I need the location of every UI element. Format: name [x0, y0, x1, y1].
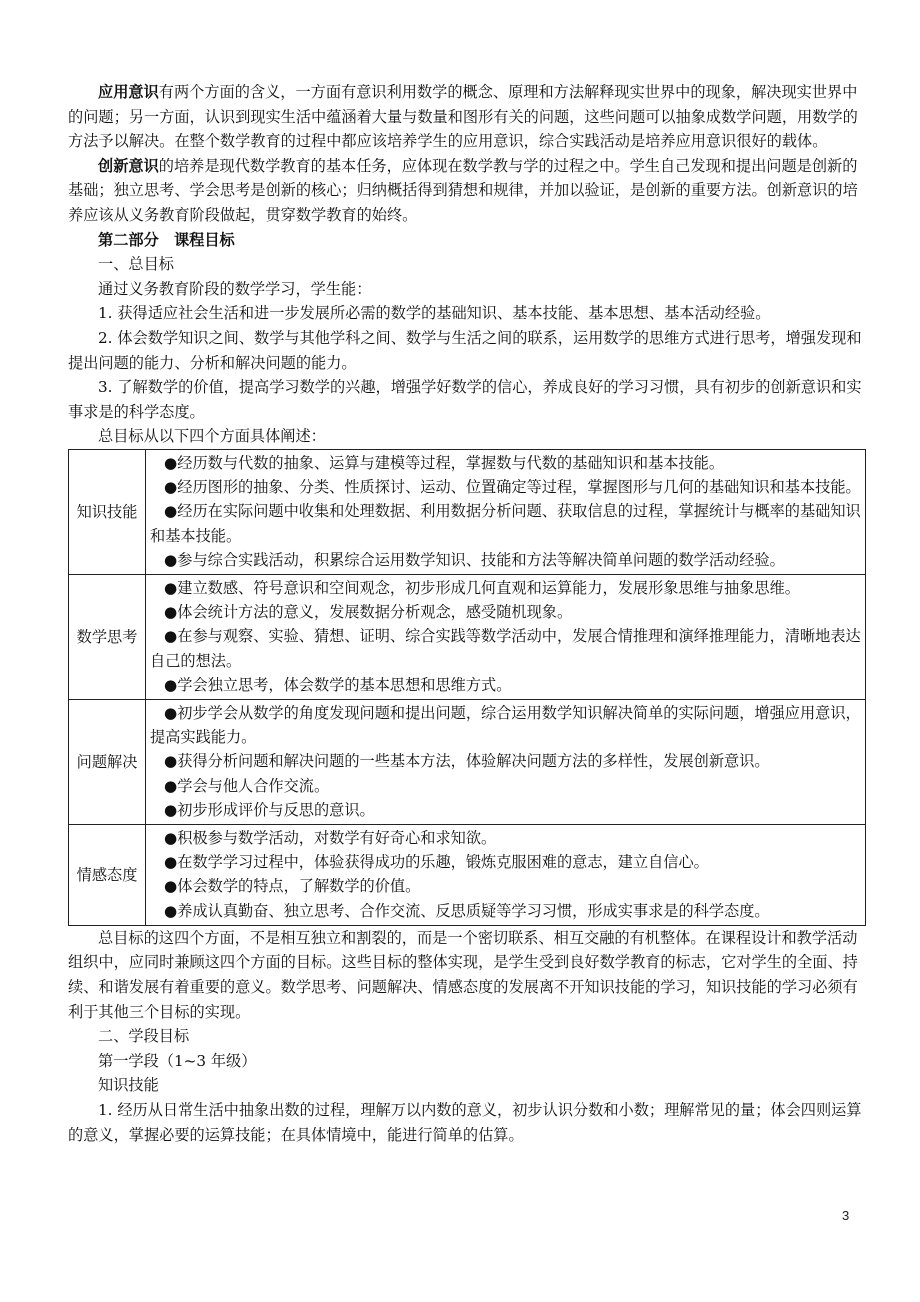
table-row — [69, 449, 866, 574]
part-title: 第二部分 课程目标 — [98, 230, 235, 249]
goal-item: ●建立数感、符号意识和空间观念，初步形成几何直观和运算能力，发展形象思维与抽象思维。 — [164, 578, 800, 597]
table-row — [69, 574, 866, 699]
page-number: 3 — [842, 1208, 850, 1223]
goal-item: ●初步学会从数学的角度发现问题和提出问题，综合运用数学知识解决简单的实际问题，增强应用意识，提高实践能力。 — [150, 703, 861, 747]
items-cell — [146, 449, 866, 574]
text-application-awareness: 有两个方面的含义，一方面有意识利用数学的概念、原理和方法解释现实世界中的现象，解决现实世界中的问题；另一方面，认识到现实生活中蕴涵着大量与数量和图形有关的问题，这些问题可以抽象成数学问题，用数学的方法予以解决。在整个数学教育的过程中都应该培养学生的应用意识，综合实践活动是培养应用意识很好的载体。 — [68, 83, 858, 151]
goal-item: ●在数学学习过程中，体验获得成功的乐趣，锻炼克服困难的意志，建立自信心。 — [164, 853, 709, 872]
goals-table — [68, 449, 866, 926]
items-cell — [146, 699, 866, 824]
table-lead: 总目标从以下四个方面具体阐述： — [98, 427, 326, 446]
goal-item: ●积极参与数学活动，对数学有好奇心和求知欲。 — [164, 828, 497, 847]
category-cell: 问题解决 — [69, 699, 146, 824]
stage-sub-heading: 知识技能 — [98, 1076, 159, 1095]
items-cell — [146, 824, 866, 925]
goal-item: ●获得分析问题和解决问题的一些基本方法，体验解决问题方法的多样性，发展创新意识。 — [164, 752, 770, 771]
page-content — [68, 80, 868, 1147]
category-cell: 知识技能 — [69, 449, 146, 574]
goal-item: ●在参与观察、实验、猜想、证明、综合实践等数学活动中，发展合情推理和演绎推理能力，清晰地表达自己的想法。 — [150, 627, 861, 670]
goal-item: ●学会独立思考，体会数学的基本思想和思维方式。 — [164, 675, 512, 694]
term-innovation-awareness: 创新意识 — [98, 156, 159, 175]
goal-item: ●经历数与代数的抽象、运算与建模等过程，掌握数与代数的基础知识和基本技能。 — [164, 453, 725, 472]
goal-item: ●养成认真勤奋、独立思考、合作交流、反思质疑等学习习惯，形成实事求是的科学态度。 — [164, 901, 770, 920]
summary-paragraph: 总目标的这四个方面，不是相互独立和割裂的，而是一个密切联系、相互交融的有机整体。在课程设计和教学活动组织中，应同时兼顾这四个方面的目标。这些目标的整体实现，是学生受到良好数学教育的标志，它对学生的全面、持续、和谐发展有着重要的意义。数学思考、问题解决、情感态度的发展离不开知识技能的学习，知识技能的学习必须有利于其他三个目标的实现。 — [68, 928, 858, 1021]
goal-item: ●体会统计方法的意义，发展数据分析观念，感受随机现象。 — [164, 603, 573, 622]
goal-item: ●经历图形的抽象、分类、性质探讨、运动、位置确定等过程，掌握图形与几何的基础知识和基本技能。 — [164, 478, 861, 497]
table-row — [69, 824, 866, 925]
items-cell — [146, 574, 866, 699]
general-goal-point-3: 3. 了解数学的价值，提高学习数学的兴趣，增强学好数学的信心，养成良好的学习习惯，具有初步的创新意识和实事求是的科学态度。 — [68, 378, 862, 421]
goal-item: ●初步形成评价与反思的意识。 — [164, 800, 375, 819]
term-application-awareness: 应用意识 — [98, 83, 159, 101]
paragraph-application-awareness — [68, 80, 868, 154]
category-cell: 数学思考 — [69, 574, 146, 699]
goal-item: ●体会数学的特点，了解数学的价值。 — [164, 877, 421, 896]
stage-goal-heading: 二、学段目标 — [98, 1027, 190, 1046]
table-row — [69, 699, 866, 824]
general-goal-heading: 一、总目标 — [98, 255, 174, 274]
general-goal-point-1: 1. 获得适应社会生活和进一步发展所必需的数学的基础知识、基本技能、基本思想、基本活动经验。 — [98, 304, 771, 323]
text-innovation-awareness: 的培养是现代数学教育的基本任务，应体现在数学教与学的过程之中。学生自己发现和提出问题是创新的基础；独立思考、学会思考是创新的核心；归纳概括得到猜想和规律，并加以验证，是创新的重要方法。创新意识的培养应该从义务教育阶段做起，贯穿数学教育的始终。 — [68, 156, 858, 224]
stage-point-1: 1. 经历从日常生活中抽象出数的过程，理解万以内数的意义，初步认识分数和小数；理解常见的量；体会四则运算的意义，掌握必要的运算技能；在具体情境中，能进行简单的估算。 — [68, 1100, 862, 1144]
general-goal-lead: 通过义务教育阶段的数学学习，学生能： — [98, 279, 372, 298]
goal-item: ●学会与他人合作交流。 — [164, 776, 330, 795]
paragraph-innovation-awareness — [68, 154, 868, 228]
goal-item: ●参与综合实践活动，积累综合运用数学知识、技能和方法等解决简单问题的数学活动经验。 — [164, 550, 785, 569]
stage-period: 第一学段（1~3 年级） — [98, 1051, 257, 1070]
goal-item: ●经历在实际问题中收集和处理数据、利用数据分析问题、获取信息的过程，掌握统计与概率的基础知识和基本技能。 — [150, 502, 861, 545]
category-cell: 情感态度 — [69, 824, 146, 925]
general-goal-point-2: 2. 体会数学知识之间、数学与其他学科之间、数学与生活之间的联系，运用数学的思维方式进行思考，增强发现和提出问题的能力、分析和解决问题的能力。 — [68, 328, 862, 372]
